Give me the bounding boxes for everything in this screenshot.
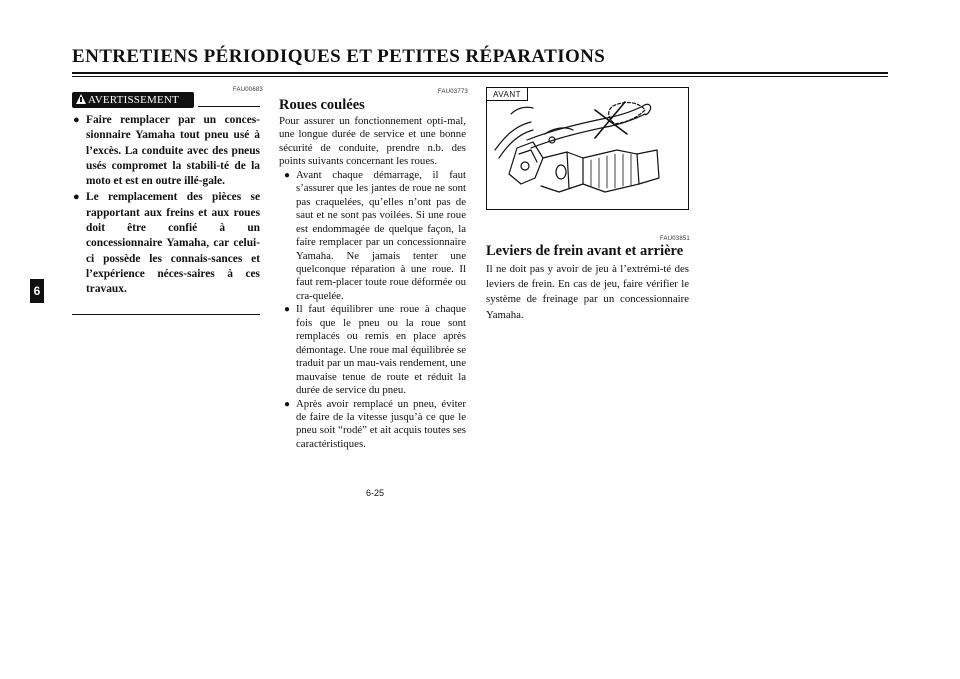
warning-badge-label: AVERTISSEMENT — [88, 94, 179, 106]
warning-item: ● Le remplacement des pièces se rapportant aux freins et aux roues doit être confié à un concessionnaire Yamaha, car celui-ci possède les connais-sances et l’expérience néces-saires à ces travaux. — [73, 191, 260, 296]
cast-wheels-section — [279, 97, 466, 451]
warning-ref-code: FAU00683 — [233, 87, 263, 93]
cast-wheels-list — [279, 169, 466, 452]
bullet-icon: ● — [73, 191, 80, 204]
brake-levers-text: Il ne doit pas y avoir de jeu à l’extrémi-té des leviers de frein. En cas de jeu, faire vérifier le système de freinage par un concessionnaire Yamaha. — [486, 263, 689, 321]
brake-levers-section — [486, 244, 689, 323]
warning-item: ● Faire remplacer par un conces-sionnaire Yamaha tout pneu usé à l’excès. La conduite avec des pneus usés compromet la stabili-té de la moto et est en outre illé-gale. — [73, 114, 260, 188]
warning-bottom-rule — [72, 314, 260, 315]
warning-list — [72, 113, 260, 299]
list-item: ● Il faut équilibrer une roue à chaque fois que le pneu ou la roue sont remplacés ou remis en place après démontage. Une roue mal équilibrée se traduit par un mau-vais rendement, une mauvaise tenue de route et réduit la durée de service du pneu. — [284, 303, 466, 397]
warning-badge — [72, 92, 194, 108]
brake-lever-figure — [486, 87, 689, 210]
brake-levers-ref-code: FAU03851 — [660, 236, 690, 242]
cast-wheels-intro: Pour assurer un fonctionnement opti-mal, une longue durée de service et une bonne sécurité de conduite, prendre n.b. des points suivants concernant les roues. — [279, 115, 466, 168]
warning-rule — [198, 106, 260, 107]
chapter-tab: 6 — [30, 279, 44, 303]
bullet-icon: ● — [73, 114, 80, 126]
bullet-icon: ● — [284, 169, 291, 181]
bullet-icon: ● — [284, 398, 291, 410]
page-number: 6-25 — [366, 488, 385, 498]
brake-lever-illustration — [487, 88, 689, 210]
figure-label: AVANT — [487, 88, 528, 101]
page-header-title: ENTRETIENS PÉRIODIQUES ET PETITES RÉPARATIONS — [72, 46, 606, 67]
list-item: ● Après avoir remplacé un pneu, éviter de faire de la vitesse jusqu’à ce que le pneu soit “rodé” et ait acquis toutes ses caractéristiques. — [284, 397, 466, 450]
brake-levers-title: Leviers de frein avant et arrière — [486, 243, 684, 259]
list-item: ● Avant chaque démarrage, il faut s’assurer que les jantes de roue ne sont pas craquelées, qu’elles n’ont pas de saut et ne sont pas voilées. Si une roue est endommagée de quelque façon, la faire remplacer par un concessionnaire Yamaha. Ne jamais tenter une quelconque réparation à une roue. Il faut rem-placer toute roue déformée ou cra-quelée. — [284, 168, 466, 302]
header-rule-thin — [72, 76, 888, 77]
bullet-icon: ● — [284, 304, 291, 316]
header-rule-thick — [72, 72, 888, 74]
cast-wheels-ref-code: FAU03773 — [438, 89, 468, 95]
cast-wheels-title: Roues coulées — [279, 97, 365, 113]
